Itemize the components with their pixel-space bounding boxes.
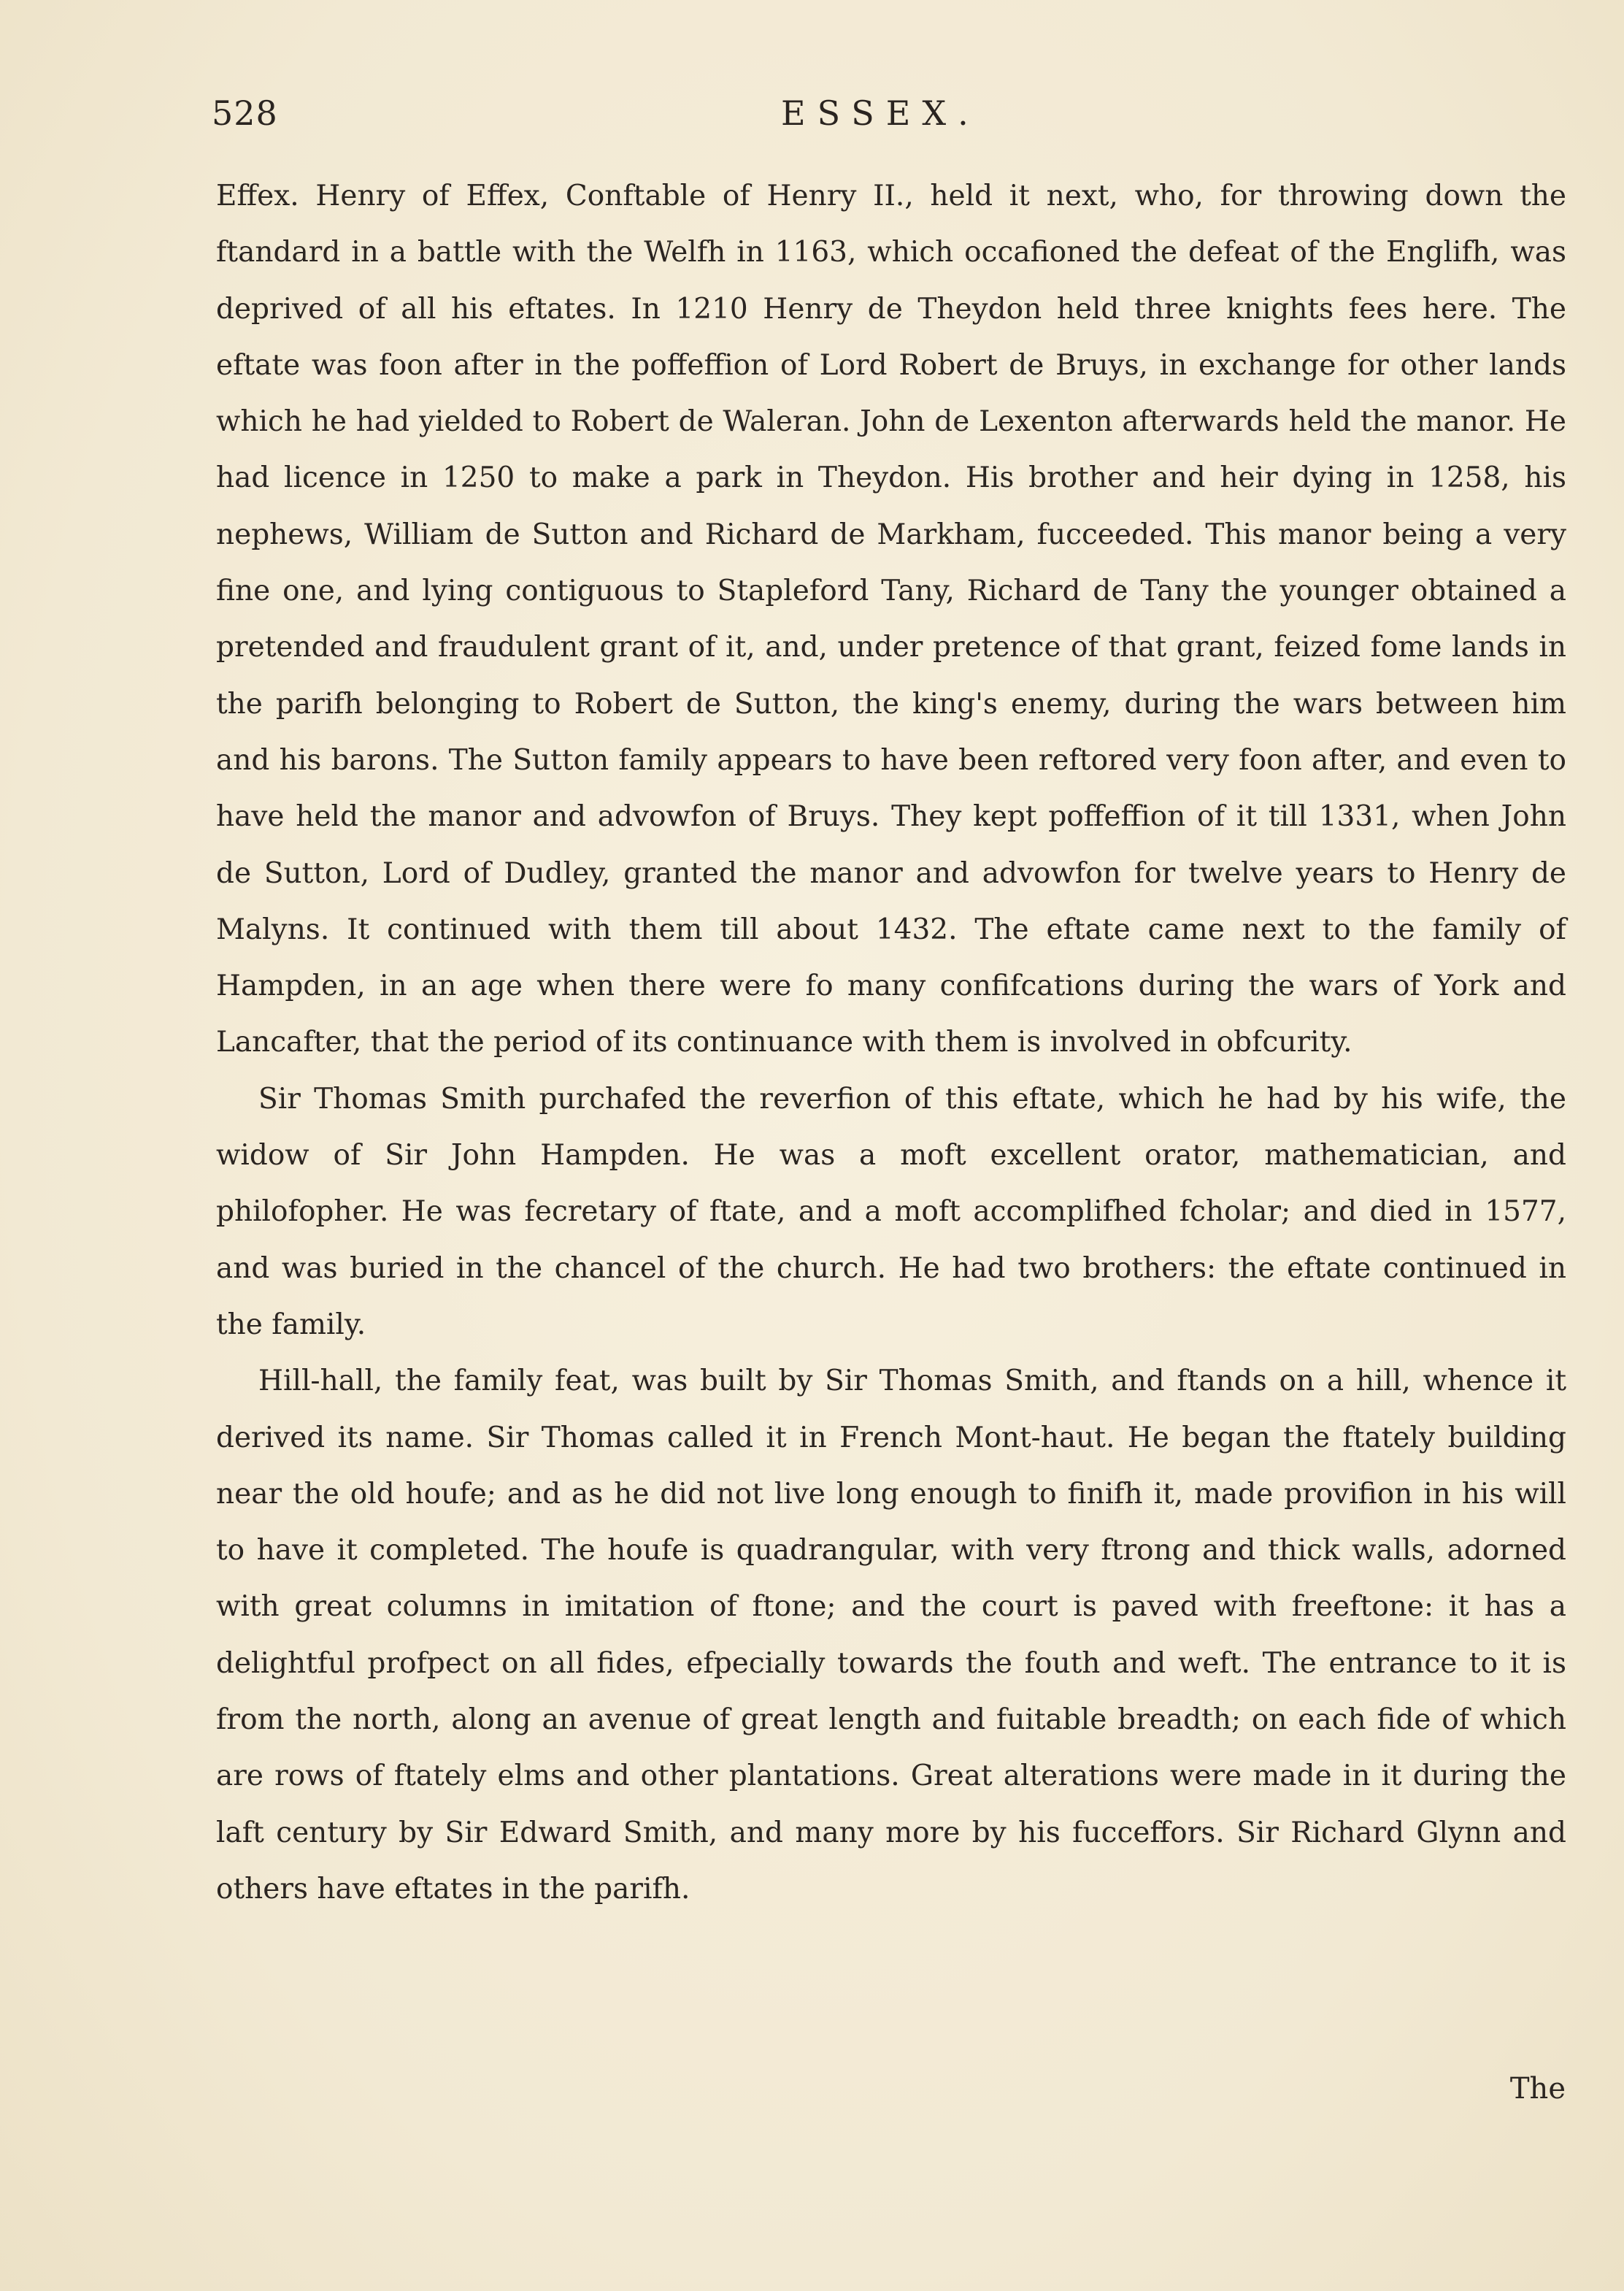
body-text [216,168,1566,1917]
running-head: ESSEX. [781,93,980,133]
paragraph-1: Effex. Henry of Effex, Conftable of Henry II., held it next, who, for throwing down the ftandard in a battle with the Welfh in 1163, which occafioned the defeat of the Englifh, was deprived of all his eftates. In 1210 Henry de Theydon held three knights fees here. The eftate was foon after in the poffeffion of Lord Robert de Bruys, in exchange for other lands which he had yielded to Robert de Waleran. John de Lexenton afterwards held the manor. He had licence in 1250 to make a park in Theydon. His brother and heir dying in 1258, his nephews, William de Sutton and Richard de Markham, fucceeded. This manor being a very fine one, and lying contiguous to Stapleford Tany, Richard de Tany the younger obtained a pretended and fraudulent grant of it, and, under pretence of that grant, feized fome lands in the parifh belonging to Robert de Sutton, the king's enemy, during the wars between him and his barons. The Sutton family appears to have been reftored very foon after, and even to have held the manor and advowfon of Bruys. They kept poffeffion of it till 1331, when John de Sutton, Lord of Dudley, granted the manor and advowfon for twelve years to Henry de Malyns. It continued with them till about 1432. The eftate came next to the family of Hampden, in an age when there were fo many confifcations during the wars of York and Lancafter, that the period of its continuance with them is involved in obfcurity. [216,180,1566,1059]
page-number: 528 [212,93,278,133]
paragraph-3: Hill-hall, the family feat, was built by Sir Thomas Smith, and ftands on a hill, whence it derived its name. Sir Thomas called it in French Mont-haut. He began the ftately building near the old houfe; and as he did not live long enough to finifh it, made provifion in his will to have it completed. The houfe is quadrangular, with very ftrong and thick walls, adorned with great columns in imitation of ftone; and the court is paved with freeftone: it has a delightful profpect on all fides, efpecially towards the fouth and weft. The entrance to it is from the north, along an avenue of great length and fuitable breadth; on each fide of which are rows of ftately elms and other plantations. Great alterations were made in it during the laft century by Sir Edward Smith, and many more by his fucceffors. Sir Richard Glynn and others have eftates in the parifh. [216,1365,1566,1906]
paragraph-2: Sir Thomas Smith purchafed the reverfion of this eftate, which he had by his wife, the widow of Sir John Hampden. He was a moft excellent orator, mathematician, and philofopher. He was fecretary of ftate, and a moft accomplifhed fcholar; and died in 1577, and was buried in the chancel of the church. He had two brothers: the eftate continued in the family. [216,1082,1566,1341]
page-header [212,93,1569,145]
catchword: The [1509,2072,1566,2106]
